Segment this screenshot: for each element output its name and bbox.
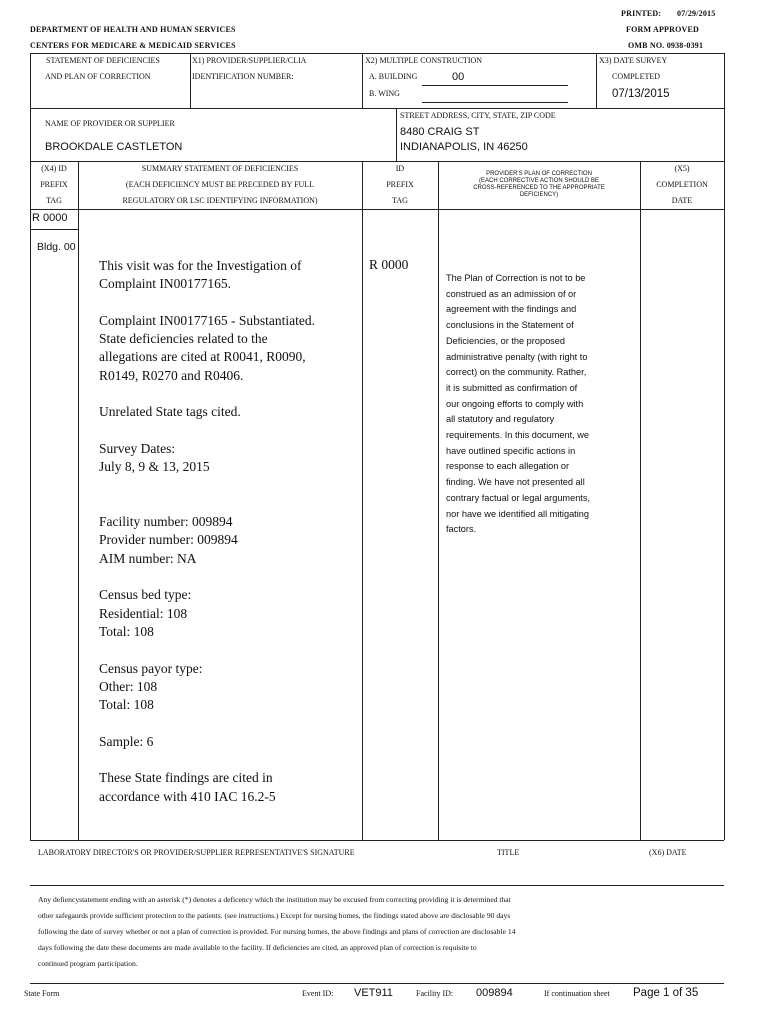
x3-label-1: X3) DATE SURVEY xyxy=(599,56,668,65)
statement-label-2: AND PLAN OF CORRECTION xyxy=(45,72,151,81)
statement-label-1: STATEMENT OF DEFICIENCIES xyxy=(46,56,160,65)
continuation-label: If continuation sheet xyxy=(544,989,610,998)
summary-header-3: REGULATORY OR LSC IDENTIFYING INFORMATION) xyxy=(122,196,318,205)
form-approved: FORM APPROVED xyxy=(626,25,700,34)
id-header-1: ID xyxy=(395,164,405,173)
facility-id-value: 009894 xyxy=(476,987,513,999)
x3-survey-date: 07/13/2015 xyxy=(612,88,670,100)
provider-name: BROOKDALE CASTLETON xyxy=(45,141,183,153)
provider-name-label: NAME OF PROVIDER OR SUPPLIER xyxy=(45,119,175,128)
x1-label-2: IDENTIFICATION NUMBER: xyxy=(192,72,294,81)
poc-header-3: CROSS-REFERENCED TO THE APPROPRIATE xyxy=(473,185,605,191)
x2-building-value: 00 xyxy=(452,71,465,83)
event-id-value: VET911 xyxy=(354,987,393,999)
left-prefix-tag: R 0000 xyxy=(32,212,68,224)
x1-label-1: X1) PROVIDER/SUPPLIER/CLIA xyxy=(192,56,307,65)
x4-header-1: (X4) ID xyxy=(41,164,67,173)
x5-header-1: (X5) xyxy=(674,164,690,173)
department-title: DEPARTMENT OF HEALTH AND HUMAN SERVICES xyxy=(30,25,236,34)
omb-number: OMB NO. 0938-0391 xyxy=(628,41,704,50)
summary-header-1: SUMMARY STATEMENT OF DEFICIENCIES xyxy=(141,164,299,173)
id-header-2: PREFIX xyxy=(386,180,414,189)
x5-header-3: DATE xyxy=(671,196,693,205)
event-id-label: Event ID: xyxy=(302,989,334,998)
building-label: Bldg. 00 xyxy=(37,241,76,253)
signature-label: LABORATORY DIRECTOR'S OR PROVIDER/SUPPLIER REPRESENTATIVE'S SIGNATURE xyxy=(38,848,355,857)
x3-label-2: COMPLETED xyxy=(612,72,660,81)
address-label: STREET ADDRESS, CITY, STATE, ZIP CODE xyxy=(400,111,556,120)
x5-header-2: COMPLETION xyxy=(656,180,708,189)
facility-id-label: Facility ID: xyxy=(416,989,454,998)
x6-date-label: (X6) DATE xyxy=(649,848,687,857)
address-city: INDIANAPOLIS, IN 46250 xyxy=(400,141,528,153)
disclaimer-text: Any defiencystatement ending with an asterisk (*) denotes a deficency which the institution may be excused from correcting providing it is determined that other safegaurds provide sufficient protection to the patients. (see instructions.) Except for nursing homes, the findings stated above are disclosable 90 days following the date of survey whether or not a plan of correction is provided. For nursing homes, the above findings and plans of correction are disclosable 14 days following the date these documents are made available to the facility. If deficiencies are cited, an approved plan of correction is requisite to continued program participation. xyxy=(38,895,516,968)
summary-header-2: (EACH DEFICIENCY MUST BE PRECEDED BY FULL xyxy=(125,180,315,189)
plan-of-correction-text: The Plan of Correction is not to be construed as an admission of or agreement with the findings and conclusions in the Statement of Deficiencies, or the proposed administrative penalty (with right to correct) on the community. Rather, it is submitted as confirmation of our ongoing efforts to comply with all statutory and regulatory requirements. In this document, we have outlined specific actions in response to each allegation or finding. We have not presented all contrary factual or legal arguments, nor have we identified all mitigating factors. xyxy=(446,273,591,535)
poc-header-2: (EACH CORRECTIVE ACTION SHOULD BE xyxy=(478,178,600,184)
printed-date: 07/29/2015 xyxy=(677,9,716,18)
title-label: TITLE xyxy=(497,848,520,857)
poc-header-4: DEFICIENCY) xyxy=(519,192,559,198)
x4-header-2: PREFIX xyxy=(40,180,68,189)
page-number: Page 1 of 35 xyxy=(633,987,699,999)
state-form-label: State Form xyxy=(24,989,60,998)
x2-building-label: A. BUILDING xyxy=(369,72,418,81)
printed-label: PRINTED: xyxy=(621,9,662,18)
x4-header-3: TAG xyxy=(46,196,62,205)
address-street: 8480 CRAIG ST xyxy=(400,126,480,138)
right-prefix-tag: R 0000 xyxy=(369,257,409,272)
x2-label: X2) MULTIPLE CONSTRUCTION xyxy=(365,56,483,65)
summary-statement: This visit was for the Investigation of Complaint IN00177165. Complaint IN00177165 - Substantiated. State deficiencies related to the allegations are cited at R0041, R0090, R0149, R0270 and R0406. Unrelated State tags cited. Survey Dates: July 8, 9 & 13, 2015 Facility number: 009894 Provider number: 009894 AIM number: NA Census bed type: Residential: 108 Total: 108 Census payor type: Other: 108 Total: 108 Sample: 6 These State findings are cited in accordance with 410 IAC 16.2-5 xyxy=(99,258,315,804)
id-header-3: TAG xyxy=(392,196,408,205)
poc-header-1: PROVIDER'S PLAN OF CORRECTION xyxy=(486,171,592,177)
x2-wing-label: B. WING xyxy=(369,89,400,98)
centers-title: CENTERS FOR MEDICARE & MEDICAID SERVICES xyxy=(30,41,236,50)
